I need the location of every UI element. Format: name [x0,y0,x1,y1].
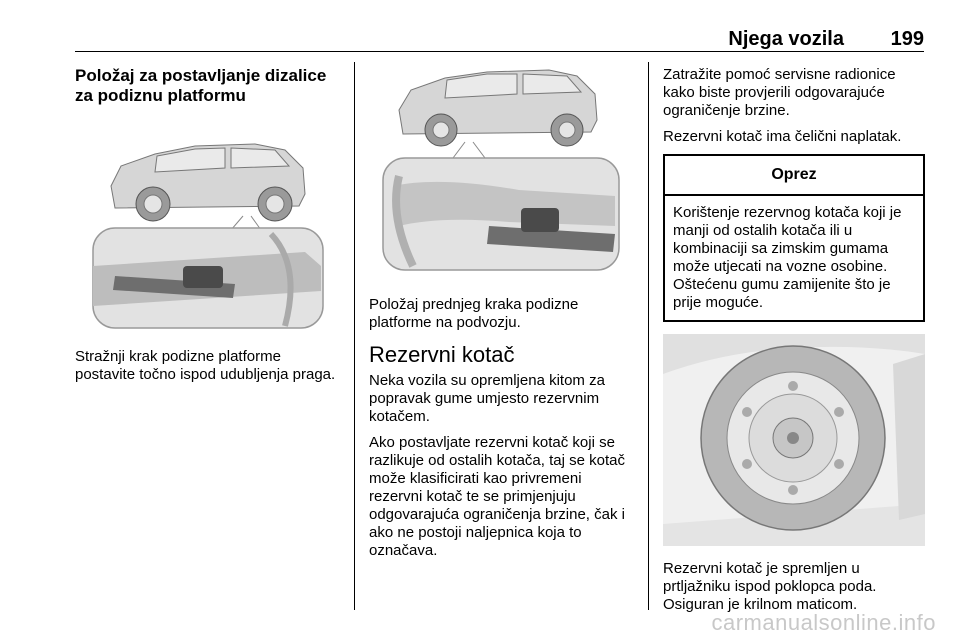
spare-wheel-para-1: Neka vozila su opremljena kitom za popravak gume umjesto rezervnim kotačem. [369,372,605,425]
page-header [75,26,924,52]
column-divider [648,62,649,610]
front-lift-arm-illustration [369,66,635,276]
spare-wheel-storage-caption: Rezervni kotač je spremljen u prtljažniku ispod poklopca poda. Osiguran je krilnom maticom. [663,560,877,613]
steel-rim-para: Rezervni kotač ima čelični naplatak. [663,128,902,145]
spare-wheel-heading: Rezervni kotač [369,342,515,367]
caution-text: Korištenje rezervnog kotača koji je manji od ostalih kotača ili u kombinaciji sa zimskim gumama može utjecati na vozne osobine. Oštećenu gumu zamijenite što je prije moguće. [673,204,902,311]
watermark: carmanualsonline.info [711,610,936,635]
spare-wheel-para-2: Ako postavljate rezervni kotač koji se razlikuje od ostalih kotača, taj se kotač može klasificirati kao privremeni rezervni kotač te se primjenjuju odgovarajuća ograničenja brzine, čak i ako ne postoji naljepnica koja to označava. [369,434,625,559]
spare-wheel-illustration [663,334,925,546]
front-lift-arm-caption: Položaj prednjeg kraka podizne platforme na podvozju. [369,296,579,331]
rear-lift-arm-illustration [75,116,341,332]
column-divider [354,62,355,610]
column-middle [369,66,635,568]
jack-position-heading: Položaj za postavljanje dizalice za podiznu platformu [75,66,327,105]
caution-title: Oprez [665,156,923,196]
caution-box [663,154,925,322]
speed-limit-para: Zatražite pomoć servisne radionice kako biste provjerili odgovarajuće ograničenje brzine. [663,66,896,119]
column-right [663,66,925,622]
page-number: 199 [890,28,924,50]
column-left [75,66,341,392]
chapter-title: Njega vozila [728,28,844,50]
rear-lift-arm-caption: Stražnji krak podizne platforme postavite točno ispod udubljenja praga. [75,348,336,383]
